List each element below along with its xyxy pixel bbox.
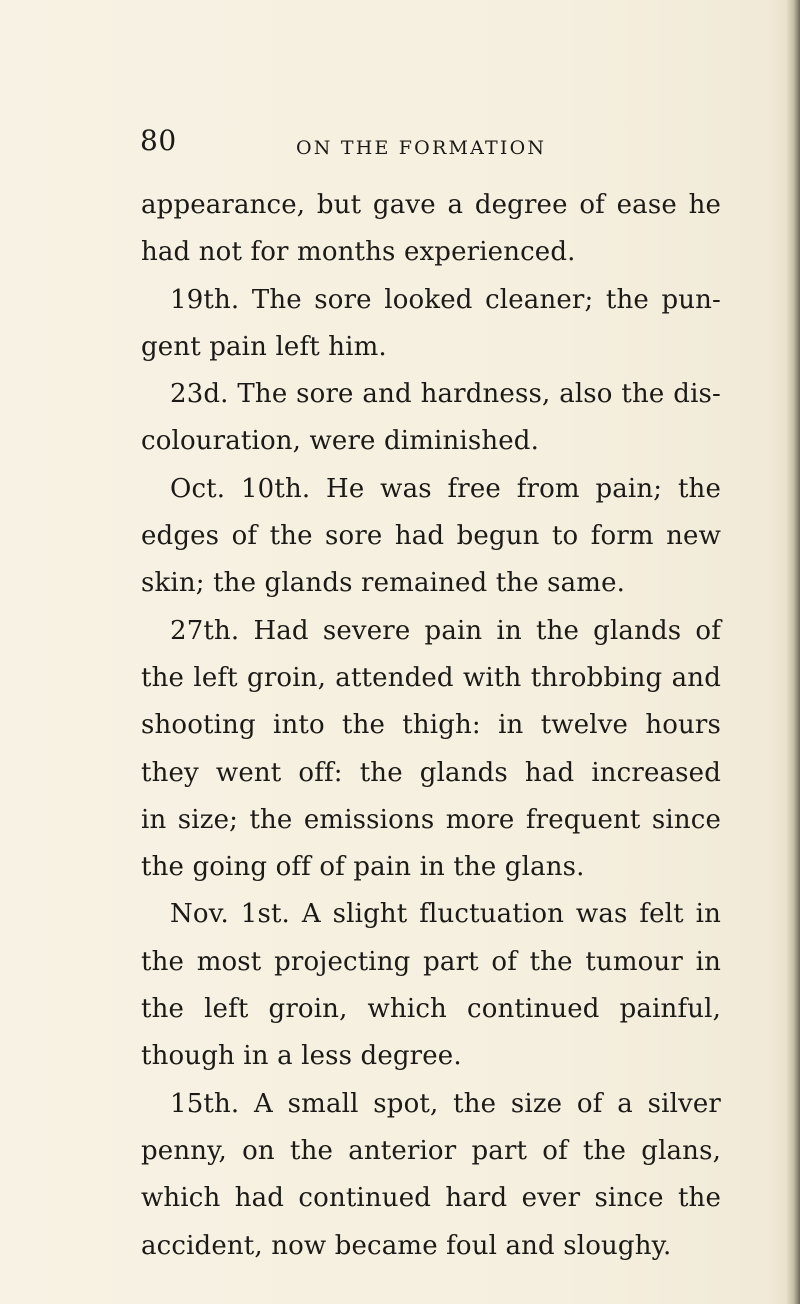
- text-line: Oct. 10th. He was free from pain; the: [170, 473, 721, 504]
- text-line: in size; the emissions more frequent since: [141, 804, 721, 835]
- text-line: 19th. The sore looked cleaner; the pun-: [170, 284, 721, 315]
- text-line: accident, now became foul and sloughy.: [141, 1230, 672, 1261]
- text-line: the left groin, attended with throbbing and: [141, 662, 721, 693]
- text-line: which had continued hard ever since the: [141, 1183, 721, 1214]
- running-title: ON THE FORMATION: [296, 137, 547, 159]
- text-line: 15th. A small spot, the size of a silver: [170, 1088, 721, 1119]
- text-line: the most projecting part of the tumour in: [141, 946, 721, 977]
- text-line: colouration, were diminished.: [141, 426, 539, 457]
- text-line: skin; the glands remained the same.: [141, 568, 626, 599]
- text-line: gent pain left him.: [141, 331, 387, 362]
- text-line: they went off: the glands had increased: [141, 757, 721, 788]
- text-line: though in a less degree.: [141, 1041, 462, 1072]
- text-line: had not for months experienced.: [141, 237, 576, 268]
- page-number: 80: [140, 124, 177, 157]
- page-edge-shadow: [786, 0, 800, 1304]
- text-line: Nov. 1st. A slight fluctuation was felt in: [170, 899, 721, 930]
- body-text: [141, 182, 721, 1270]
- text-line: appearance, but gave a degree of ease he: [141, 190, 721, 220]
- text-line: penny, on the anterior part of the glans,: [141, 1135, 721, 1166]
- text-line: shooting into the thigh: in twelve hours: [141, 710, 721, 741]
- text-line: 27th. Had severe pain in the glands of: [170, 615, 721, 646]
- text-line: 23d. The sore and hardness, also the dis-: [170, 379, 721, 410]
- text-line: the left groin, which continued painful,: [141, 994, 721, 1025]
- text-line: edges of the sore had begun to form new: [141, 521, 721, 552]
- text-line: the going off of pain in the glans.: [141, 852, 585, 883]
